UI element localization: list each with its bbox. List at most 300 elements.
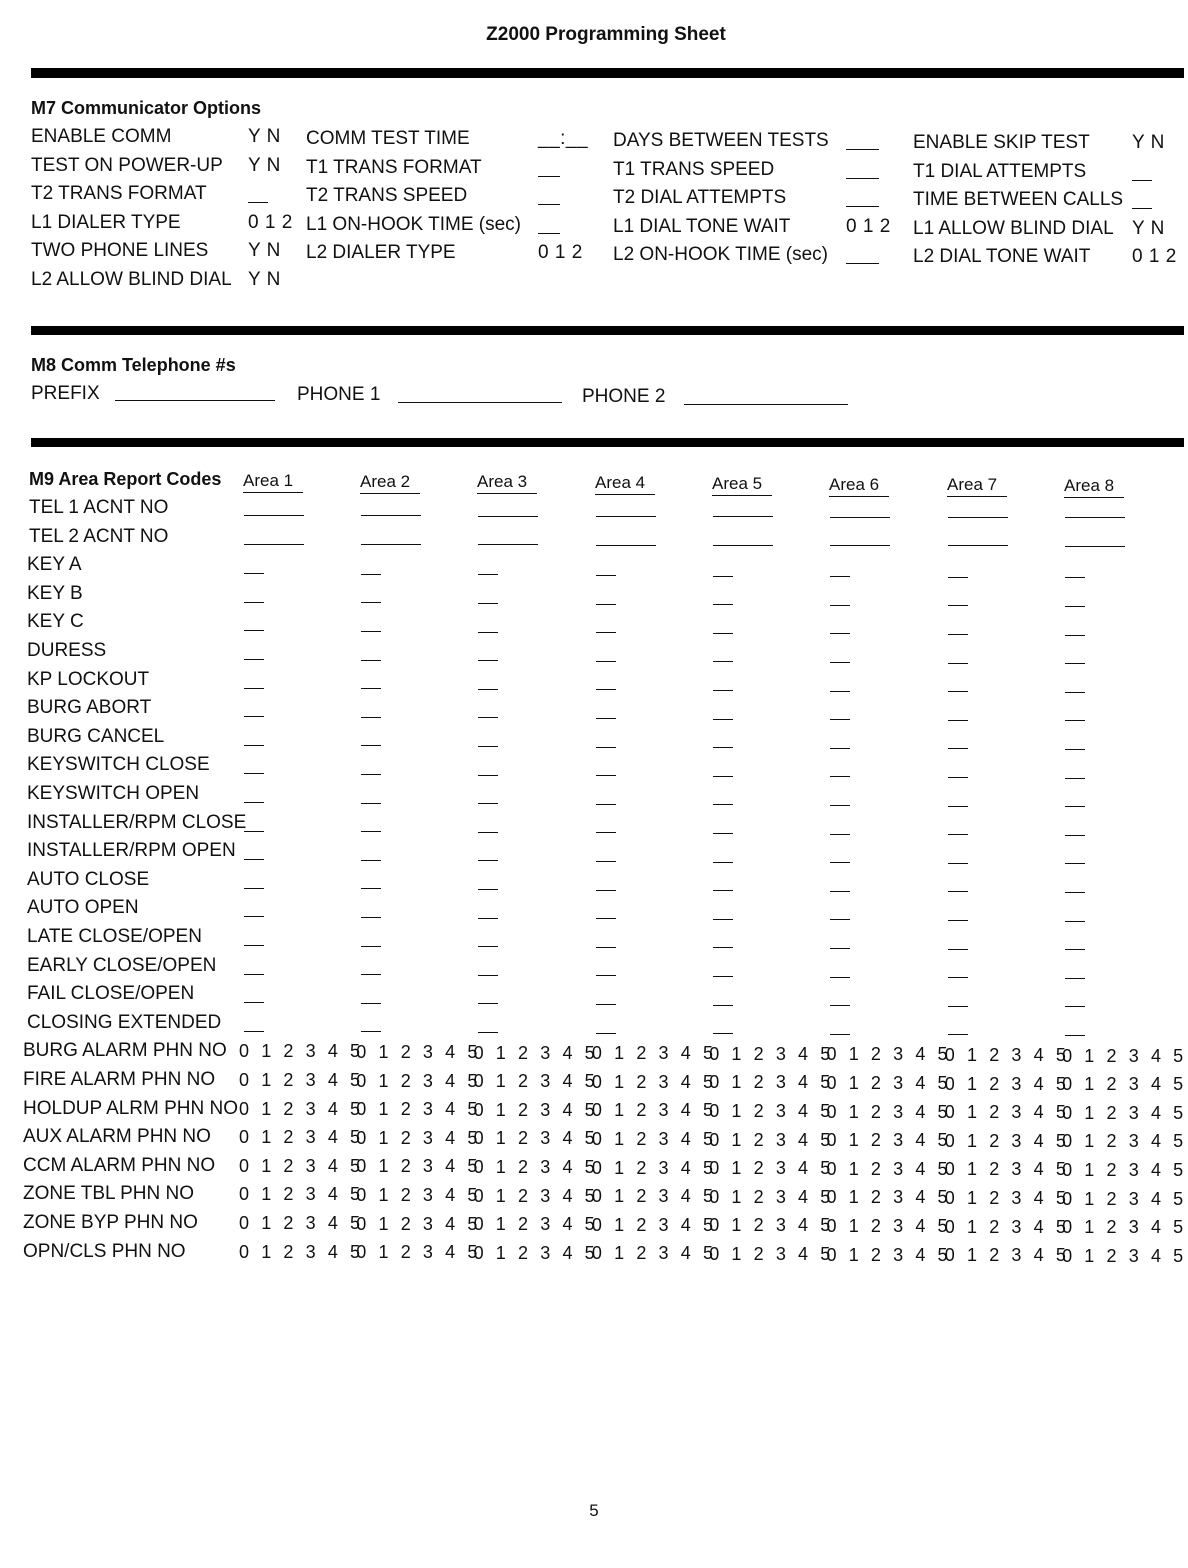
phone-number-selector[interactable]: 0 1 2 3 4 5 <box>239 1098 364 1119</box>
phone-number-selector[interactable]: 0 1 2 3 4 5 <box>826 1216 952 1236</box>
account-number-field[interactable] <box>361 515 421 516</box>
report-code-field[interactable] <box>713 604 733 605</box>
m7-option-blank[interactable] <box>846 263 879 264</box>
report-code-field[interactable] <box>713 833 733 834</box>
phone-number-selector[interactable]: 0 1 2 3 4 5 <box>356 1156 481 1177</box>
page-number: 5 <box>589 1501 599 1520</box>
report-code-field[interactable] <box>361 631 381 632</box>
m7-option-blank[interactable] <box>846 206 879 207</box>
m7-option-label: TWO PHONE LINES <box>31 240 209 262</box>
prefix-field[interactable] <box>115 400 275 401</box>
report-code-field[interactable] <box>830 662 850 663</box>
m7-option-blank[interactable] <box>846 178 879 179</box>
report-code-field[interactable] <box>713 976 733 977</box>
report-code-field[interactable] <box>361 974 381 975</box>
report-code-field[interactable] <box>478 918 498 919</box>
phone-row-label: ZONE BYP PHN NO <box>23 1212 198 1233</box>
m7-option-label: DAYS BETWEEN TESTS <box>613 130 829 151</box>
area-header-6: Area 6 <box>829 475 889 497</box>
report-code-row-label: DURESS <box>27 640 107 661</box>
m7-option-blank[interactable] <box>846 149 879 150</box>
area-header-2: Area 2 <box>360 472 420 494</box>
report-code-field[interactable] <box>713 747 733 748</box>
account-number-field[interactable] <box>478 544 538 545</box>
report-code-field[interactable] <box>1065 720 1085 721</box>
report-code-row-label: KEY B <box>27 582 83 604</box>
report-code-field[interactable] <box>478 803 498 804</box>
report-code-field[interactable] <box>1065 835 1085 836</box>
account-number-field[interactable] <box>361 544 421 545</box>
report-code-field[interactable] <box>948 748 968 749</box>
phone-number-selector[interactable]: 0 1 2 3 4 5 <box>1062 1188 1187 1209</box>
report-code-field[interactable] <box>830 748 850 749</box>
account-number-field[interactable] <box>596 516 656 517</box>
report-code-field[interactable] <box>361 917 381 918</box>
phone-number-selector[interactable]: 0 1 2 3 4 5 <box>239 1127 364 1148</box>
account-number-field[interactable] <box>948 545 1008 546</box>
report-code-field[interactable] <box>948 806 968 807</box>
report-code-field[interactable] <box>596 861 616 862</box>
m7-option-label: T1 DIAL ATTEMPTS <box>913 160 1087 182</box>
report-code-field[interactable] <box>596 832 616 833</box>
report-code-row-label: KEY C <box>27 611 84 633</box>
report-code-field[interactable] <box>830 719 850 720</box>
report-code-field[interactable] <box>478 603 498 604</box>
phone-row-label: OPN/CLS PHN NO <box>23 1240 186 1262</box>
m7-option-label: TIME BETWEEN CALLS <box>913 189 1124 211</box>
report-code-field[interactable] <box>713 1005 733 1006</box>
phone-number-selector[interactable]: 0 1 2 3 4 5 <box>1062 1217 1187 1238</box>
phone-number-selector[interactable]: 0 1 2 3 4 5 <box>709 1215 834 1236</box>
account-number-field[interactable] <box>244 544 304 545</box>
report-code-field[interactable] <box>713 690 733 691</box>
phone-number-selector[interactable]: 0 1 2 3 4 5 <box>709 1158 834 1179</box>
area-header-5: Area 5 <box>712 474 772 496</box>
m7-option-value[interactable]: Y N <box>1132 217 1165 239</box>
m7-option-value[interactable]: Y N <box>1132 132 1165 153</box>
report-code-field[interactable] <box>244 888 264 889</box>
section-divider <box>31 326 1184 335</box>
report-code-field[interactable] <box>244 573 264 574</box>
phone-number-selector[interactable]: 0 1 2 3 4 5 <box>591 1157 717 1178</box>
report-code-row-label: KEY A <box>27 554 82 576</box>
report-code-field[interactable] <box>244 716 264 717</box>
phone-number-selector[interactable]: 0 1 2 3 4 5 <box>473 1157 599 1177</box>
report-code-field[interactable] <box>596 604 616 605</box>
phone-number-selector[interactable]: 0 1 2 3 4 5 <box>591 1214 717 1235</box>
m7-option-blank[interactable] <box>1132 208 1152 209</box>
report-code-field[interactable] <box>478 746 498 747</box>
report-code-field[interactable] <box>244 859 264 860</box>
m8-section-title: M8 Comm Telephone #s <box>31 355 236 375</box>
report-code-field[interactable] <box>1065 577 1085 578</box>
phone-number-selector[interactable]: 0 1 2 3 4 5 <box>826 1073 952 1093</box>
report-code-field[interactable] <box>596 632 616 633</box>
report-code-field[interactable] <box>1065 949 1085 950</box>
report-code-field[interactable] <box>244 688 264 689</box>
phone-number-selector[interactable]: 0 1 2 3 4 5 <box>473 1242 599 1263</box>
report-code-field[interactable] <box>830 805 850 806</box>
report-code-field[interactable] <box>244 916 264 917</box>
report-code-field[interactable] <box>478 832 498 833</box>
report-code-field[interactable] <box>948 577 968 578</box>
phone-number-selector[interactable]: 0 1 2 3 4 5 <box>239 1241 364 1262</box>
report-code-row-label: INSTALLER/RPM CLOSE <box>27 811 247 833</box>
report-code-field[interactable] <box>478 632 498 633</box>
m7-section-title: M7 Communicator Options <box>31 98 262 118</box>
report-code-field[interactable] <box>244 745 264 746</box>
phone-number-selector[interactable]: 0 1 2 3 4 5 <box>473 1185 599 1206</box>
phone-number-selector[interactable]: 0 1 2 3 4 5 <box>826 1158 952 1179</box>
phone-number-selector[interactable]: 0 1 2 3 4 5 <box>356 1213 481 1234</box>
report-code-field[interactable] <box>596 975 616 976</box>
report-code-field[interactable] <box>596 775 616 776</box>
report-code-field[interactable] <box>830 862 850 863</box>
phone-number-selector[interactable]: 0 1 2 3 4 5 <box>1062 1245 1187 1266</box>
report-code-field[interactable] <box>478 660 498 661</box>
m7-option-label: L1 ON-HOOK TIME (sec) <box>306 213 522 235</box>
phone-number-selector[interactable]: 0 1 2 3 4 5 <box>239 1184 364 1205</box>
report-code-row-label: KP LOCKOUT <box>27 668 150 690</box>
phone-number-selector[interactable]: 0 1 2 3 4 5 <box>944 1188 1070 1208</box>
report-code-field[interactable] <box>1065 921 1085 922</box>
account-number-field[interactable] <box>830 517 890 518</box>
phone-number-selector[interactable]: 0 1 2 3 4 5 <box>356 1070 481 1091</box>
phone-number-selector[interactable]: 0 1 2 3 4 5 <box>356 1099 481 1120</box>
phone-1-field[interactable] <box>398 402 562 403</box>
report-code-field[interactable] <box>948 720 968 721</box>
m7-option-value[interactable]: 0 1 2 <box>1132 246 1177 268</box>
m7-option-value[interactable]: Y N <box>248 154 281 176</box>
report-code-field[interactable] <box>830 633 850 634</box>
report-code-field[interactable] <box>596 689 616 690</box>
report-code-field[interactable] <box>830 605 850 606</box>
m7-option-label: L1 ALLOW BLIND DIAL <box>913 217 1114 239</box>
report-code-field[interactable] <box>713 719 733 720</box>
account-number-field[interactable] <box>713 545 773 546</box>
m7-option-blank[interactable] <box>538 204 560 205</box>
phone-number-selector[interactable]: 0 1 2 3 4 5 <box>239 1213 364 1233</box>
account-number-field[interactable] <box>1065 546 1125 547</box>
m7-option-label: COMM TEST TIME <box>306 128 470 149</box>
report-code-field[interactable] <box>713 919 733 920</box>
report-code-field[interactable] <box>596 575 616 576</box>
phone-number-selector[interactable]: 0 1 2 3 4 5 <box>591 1186 717 1207</box>
phone-number-selector[interactable]: 0 1 2 3 4 5 <box>591 1071 717 1092</box>
report-code-field[interactable] <box>1065 749 1085 750</box>
phone-number-selector[interactable]: 0 1 2 3 4 5 <box>709 1129 834 1150</box>
report-code-field[interactable] <box>244 773 264 774</box>
report-code-field[interactable] <box>478 975 498 976</box>
report-code-row-label: AUTO CLOSE <box>27 868 150 890</box>
report-code-field[interactable] <box>830 1005 850 1006</box>
phone-row-label: FIRE ALARM PHN NO <box>23 1069 216 1090</box>
m7-option-label: L2 ALLOW BLIND DIAL <box>31 269 232 290</box>
report-code-field[interactable] <box>1065 978 1085 979</box>
report-code-row-label: AUTO OPEN <box>27 897 139 919</box>
account-number-field[interactable] <box>948 517 1008 518</box>
report-code-field[interactable] <box>948 834 968 835</box>
m7-option-label: L2 DIALER TYPE <box>306 242 456 264</box>
m7-option-label: L2 DIAL TONE WAIT <box>913 246 1091 268</box>
report-code-field[interactable] <box>361 745 381 746</box>
report-code-field[interactable] <box>478 946 498 947</box>
report-code-field[interactable] <box>713 862 733 863</box>
report-code-field[interactable] <box>713 661 733 662</box>
report-code-field[interactable] <box>478 717 498 718</box>
report-code-field[interactable] <box>596 747 616 748</box>
phone-number-selector[interactable]: 0 1 2 3 4 5 <box>591 1129 717 1149</box>
m7-option-value[interactable]: __:__ <box>538 128 589 149</box>
area-header-3: Area 3 <box>477 472 537 494</box>
report-code-field[interactable] <box>361 1003 381 1004</box>
phone-number-selector[interactable]: 0 1 2 3 4 5 <box>473 1071 599 1092</box>
phone-number-selector[interactable]: 0 1 2 3 4 5 <box>473 1128 599 1149</box>
phone-number-selector[interactable]: 0 1 2 3 4 5 <box>944 1073 1070 1094</box>
report-code-field[interactable] <box>244 945 264 946</box>
account-number-field[interactable] <box>478 516 538 517</box>
report-code-field[interactable] <box>830 1034 850 1035</box>
area-header-8: Area 8 <box>1064 476 1124 498</box>
report-code-field[interactable] <box>596 890 616 891</box>
phone-number-selector[interactable]: 0 1 2 3 4 5 <box>944 1102 1070 1123</box>
m7-option-value[interactable]: Y N <box>248 126 281 147</box>
report-code-field[interactable] <box>713 1033 733 1034</box>
report-code-field[interactable] <box>478 1003 498 1004</box>
report-code-field[interactable] <box>948 920 968 921</box>
report-code-field[interactable] <box>361 860 381 861</box>
report-code-field[interactable] <box>596 1033 616 1034</box>
m7-option-blank[interactable] <box>1132 180 1152 181</box>
phone-number-selector[interactable]: 0 1 2 3 4 5 <box>709 1072 834 1093</box>
report-code-field[interactable] <box>478 860 498 861</box>
prefix-label: PREFIX <box>31 383 100 404</box>
page-title: Z2000 Programming Sheet <box>486 24 726 45</box>
phone-number-selector[interactable]: 0 1 2 3 4 5 <box>709 1043 834 1064</box>
phone-number-selector[interactable]: 0 1 2 3 4 5 <box>826 1187 952 1208</box>
report-code-field[interactable] <box>478 889 498 890</box>
phone-number-selector[interactable]: 0 1 2 3 4 5 <box>1062 1045 1187 1066</box>
m9-section-title: M9 Area Report Codes <box>29 469 222 489</box>
report-code-field[interactable] <box>361 774 381 775</box>
phone-number-selector[interactable]: 0 1 2 3 4 5 <box>709 1186 834 1207</box>
report-code-field[interactable] <box>948 634 968 635</box>
phone-row-label: AUX ALARM PHN NO <box>23 1126 211 1148</box>
m7-option-label: T2 DIAL ATTEMPTS <box>613 187 787 209</box>
phone-row-label: CCM ALARM PHN NO <box>23 1154 216 1176</box>
m7-option-label: ENABLE SKIP TEST <box>913 132 1090 153</box>
report-code-field[interactable] <box>596 661 616 662</box>
area-header-4: Area 4 <box>595 473 655 495</box>
report-code-field[interactable] <box>244 831 264 832</box>
report-code-field[interactable] <box>1065 1035 1085 1036</box>
report-code-field[interactable] <box>361 717 381 718</box>
report-code-field[interactable] <box>361 602 381 603</box>
m7-option-label: L2 ON-HOOK TIME (sec) <box>613 244 829 266</box>
phone-number-selector[interactable]: 0 1 2 3 4 5 <box>944 1045 1070 1065</box>
phone-number-selector[interactable]: 0 1 2 3 4 5 <box>826 1130 952 1151</box>
report-code-field[interactable] <box>244 630 264 631</box>
m7-option-value[interactable]: Y N <box>248 269 281 290</box>
phone-number-selector[interactable]: 0 1 2 3 4 5 <box>356 1042 481 1062</box>
phone-number-selector[interactable]: 0 1 2 3 4 5 <box>473 1099 599 1120</box>
phone-number-selector[interactable]: 0 1 2 3 4 5 <box>1062 1074 1187 1095</box>
phone-number-selector[interactable]: 0 1 2 3 4 5 <box>356 1127 481 1148</box>
report-code-row-label: FAIL CLOSE/OPEN <box>27 983 195 1005</box>
m7-option-label: T1 TRANS FORMAT <box>306 156 482 178</box>
m7-option-blank[interactable] <box>538 233 560 234</box>
phone-number-selector[interactable]: 0 1 2 3 4 5 <box>591 1043 717 1064</box>
report-code-field[interactable] <box>948 949 968 950</box>
report-code-field[interactable] <box>830 691 850 692</box>
report-code-field[interactable] <box>830 948 850 949</box>
report-code-row-label: BURG ABORT <box>27 697 152 719</box>
report-code-field[interactable] <box>1065 692 1085 693</box>
phone-number-selector[interactable]: 0 1 2 3 4 5 <box>239 1155 364 1176</box>
section-divider <box>31 438 1184 447</box>
report-code-field[interactable] <box>244 659 264 660</box>
m7-option-value[interactable]: 0 1 2 <box>846 215 891 237</box>
report-code-field[interactable] <box>713 890 733 891</box>
report-code-field[interactable] <box>713 947 733 948</box>
area-header-1: Area 1 <box>243 471 303 493</box>
report-code-field[interactable] <box>361 660 381 661</box>
report-code-field[interactable] <box>948 605 968 606</box>
report-code-field[interactable] <box>244 802 264 803</box>
report-code-field[interactable] <box>713 633 733 634</box>
report-code-row-label: INSTALLER/RPM OPEN <box>27 840 236 862</box>
phone-1-label: PHONE 1 <box>297 384 381 405</box>
phone-number-selector[interactable]: 0 1 2 3 4 5 <box>826 1244 952 1265</box>
report-code-field[interactable] <box>1065 606 1085 607</box>
phone-number-selector[interactable]: 0 1 2 3 4 5 <box>239 1070 364 1090</box>
phone-number-selector[interactable]: 0 1 2 3 4 5 <box>356 1242 481 1263</box>
report-code-field[interactable] <box>948 1034 968 1035</box>
phone-number-selector[interactable]: 0 1 2 3 4 5 <box>1062 1102 1187 1123</box>
phone-number-selector[interactable]: 0 1 2 3 4 5 <box>473 1042 599 1063</box>
phone-2-label: PHONE 2 <box>582 386 666 407</box>
m7-option-value[interactable]: 0 1 2 <box>538 242 583 264</box>
report-code-field[interactable] <box>478 574 498 575</box>
report-code-row-label: KEYSWITCH CLOSE <box>27 754 210 776</box>
phone-number-selector[interactable]: 0 1 2 3 4 5 <box>709 1244 834 1264</box>
phone-number-selector[interactable]: 0 1 2 3 4 5 <box>356 1185 481 1205</box>
m7-option-label: T2 TRANS FORMAT <box>31 183 207 205</box>
report-code-field[interactable] <box>1065 806 1085 807</box>
area-header-7: Area 7 <box>947 475 1007 497</box>
phone-row-label: HOLDUP ALRM PHN NO <box>23 1097 239 1119</box>
account-number-field[interactable] <box>596 545 656 546</box>
report-code-field[interactable] <box>361 688 381 689</box>
m7-option-label: ENABLE COMM <box>31 126 172 147</box>
report-code-field[interactable] <box>948 663 968 664</box>
m7-option-label: T1 TRANS SPEED <box>613 158 775 180</box>
phone-number-selector[interactable]: 0 1 2 3 4 5 <box>944 1159 1070 1180</box>
phone-number-selector[interactable]: 0 1 2 3 4 5 <box>944 1245 1070 1266</box>
report-code-field[interactable] <box>948 777 968 778</box>
m7-option-label: TEST ON POWER-UP <box>31 154 223 176</box>
report-code-field[interactable] <box>713 776 733 777</box>
phone-number-selector[interactable]: 0 1 2 3 4 5 <box>944 1130 1070 1151</box>
report-code-field[interactable] <box>596 918 616 919</box>
report-code-field[interactable] <box>830 977 850 978</box>
report-code-field[interactable] <box>830 776 850 777</box>
account-number-field[interactable] <box>1065 517 1125 518</box>
phone-number-selector[interactable]: 0 1 2 3 4 5 <box>591 1243 717 1264</box>
report-code-field[interactable] <box>1065 892 1085 893</box>
phone-number-selector[interactable]: 0 1 2 3 4 5 <box>826 1101 952 1122</box>
report-code-field[interactable] <box>244 1031 264 1032</box>
account-number-field[interactable] <box>713 516 773 517</box>
report-code-field[interactable] <box>478 689 498 690</box>
report-code-field[interactable] <box>830 834 850 835</box>
report-code-row-label: BURG CANCEL <box>27 725 165 747</box>
report-code-field[interactable] <box>948 1006 968 1007</box>
report-code-field[interactable] <box>948 977 968 978</box>
report-code-field[interactable] <box>830 891 850 892</box>
report-code-field[interactable] <box>361 574 381 575</box>
phone-number-selector[interactable]: 0 1 2 3 4 5 <box>709 1101 834 1121</box>
report-code-field[interactable] <box>948 863 968 864</box>
report-code-field[interactable] <box>596 718 616 719</box>
report-code-field[interactable] <box>361 831 381 832</box>
phone-row-label: BURG ALARM PHN NO <box>23 1040 227 1062</box>
report-code-field[interactable] <box>1065 663 1085 664</box>
m7-option-label: L1 DIAL TONE WAIT <box>613 215 791 237</box>
report-code-field[interactable] <box>1065 863 1085 864</box>
m7-option-label: L1 DIALER TYPE <box>31 211 181 233</box>
report-code-field[interactable] <box>361 888 381 889</box>
m7-option-value[interactable]: 0 1 2 <box>248 211 293 233</box>
account-row-label: TEL 2 ACNT NO <box>29 525 169 547</box>
report-code-field[interactable] <box>478 775 498 776</box>
phone-number-selector[interactable]: 0 1 2 3 4 5 <box>1062 1131 1187 1152</box>
account-number-field[interactable] <box>830 545 890 546</box>
report-code-field[interactable] <box>1065 635 1085 636</box>
report-code-field[interactable] <box>713 576 733 577</box>
report-code-field[interactable] <box>713 804 733 805</box>
report-code-field[interactable] <box>948 691 968 692</box>
phone-number-selector[interactable]: 0 1 2 3 4 5 <box>239 1041 364 1062</box>
phone-2-field[interactable] <box>684 404 848 405</box>
report-code-field[interactable] <box>361 1031 381 1032</box>
report-code-field[interactable] <box>478 1032 498 1033</box>
report-code-field[interactable] <box>596 947 616 948</box>
m7-option-blank[interactable] <box>538 176 560 177</box>
phone-number-selector[interactable]: 0 1 2 3 4 5 <box>944 1216 1070 1237</box>
report-code-field[interactable] <box>361 803 381 804</box>
phone-number-selector[interactable]: 0 1 2 3 4 5 <box>826 1044 952 1065</box>
report-code-field[interactable] <box>1065 778 1085 779</box>
report-code-field[interactable] <box>596 1004 616 1005</box>
report-code-field[interactable] <box>361 946 381 947</box>
report-code-field[interactable] <box>1065 1006 1085 1007</box>
report-code-field[interactable] <box>948 891 968 892</box>
report-code-field[interactable] <box>596 804 616 805</box>
report-code-field[interactable] <box>830 919 850 920</box>
report-code-field[interactable] <box>830 576 850 577</box>
phone-number-selector[interactable]: 0 1 2 3 4 5 <box>473 1214 599 1235</box>
report-code-field[interactable] <box>244 974 264 975</box>
report-code-field[interactable] <box>244 1002 264 1003</box>
m7-option-value[interactable]: Y N <box>248 240 281 262</box>
phone-number-selector[interactable]: 0 1 2 3 4 5 <box>1062 1160 1187 1180</box>
m7-option-label: T2 TRANS SPEED <box>306 185 468 207</box>
phone-number-selector[interactable]: 0 1 2 3 4 5 <box>591 1100 717 1121</box>
m7-option-blank[interactable] <box>248 202 268 203</box>
report-code-field[interactable] <box>244 602 264 603</box>
account-number-field[interactable] <box>244 515 304 516</box>
